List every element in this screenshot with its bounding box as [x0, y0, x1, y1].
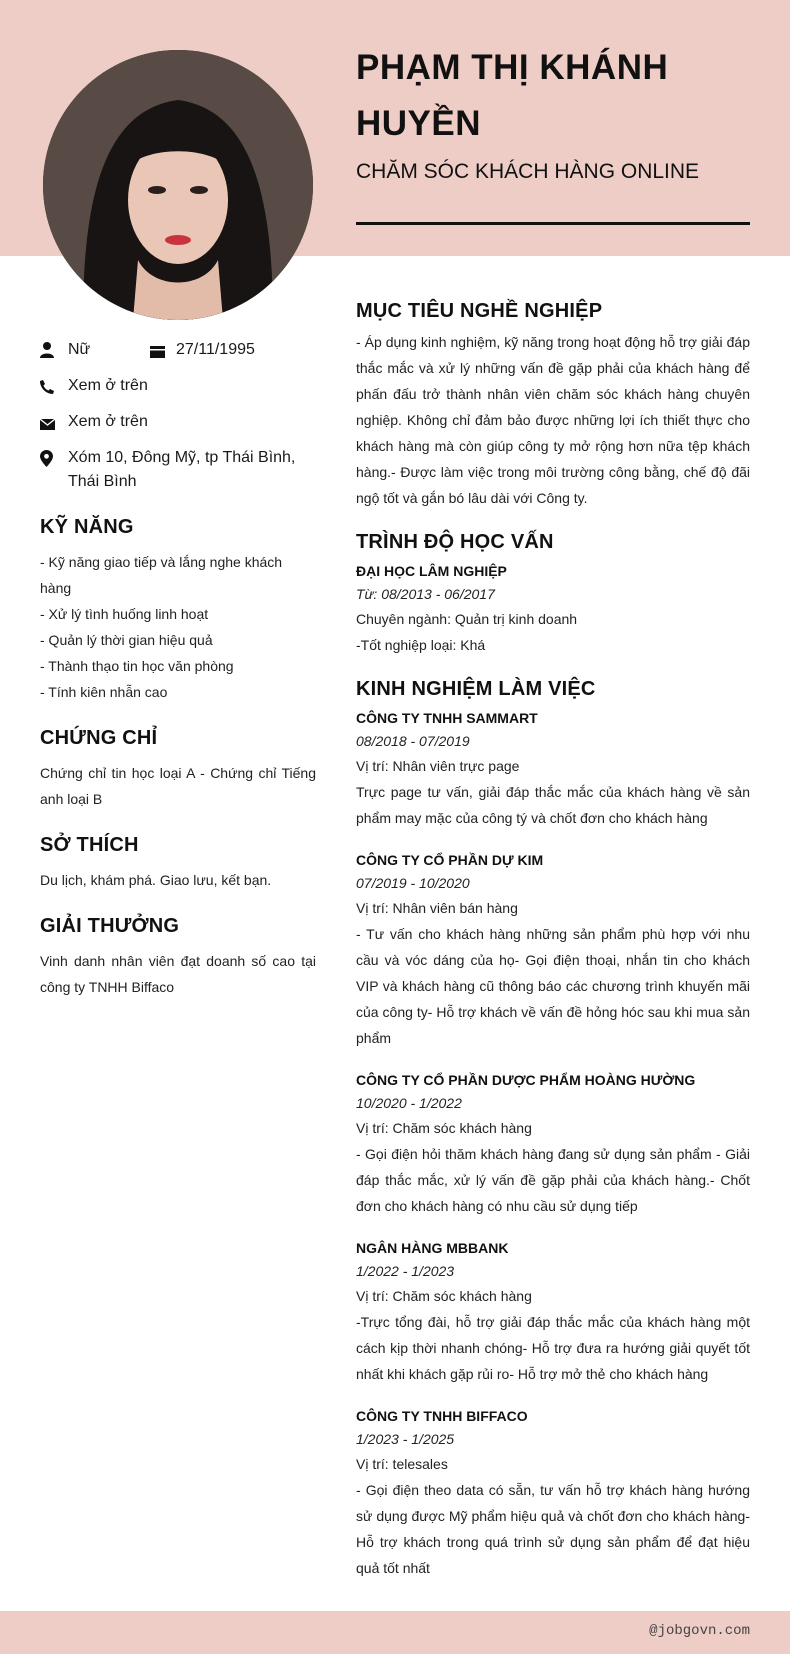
footer-brand: @jobgovn.com [649, 1623, 750, 1639]
skill-item: - Tính kiên nhẫn cao [40, 684, 168, 700]
gender-birthday-row [40, 338, 316, 366]
education-heading: TRÌNH ĐỘ HỌC VẤN [356, 531, 554, 553]
education-grade: -Tốt nghiệp loại: Khá [356, 637, 486, 653]
company-name: CÔNG TY CỔ PHẦN DỰ KIM [356, 852, 544, 868]
school-name: ĐẠI HỌC LÂM NGHIỆP [356, 563, 507, 579]
main-column [356, 300, 750, 1601]
job-description: - Tư vấn cho khách hàng những sản phẩm phù hợp với nhu cầu và vóc dáng của họ- Gọi điện thoại, nhắn tin cho khách VIP và khách hàng cũ thông báo các chương trình khuyến mãi của công ty- Hỗ trợ khách về vấn đề hỏng hóc sau khi mua sản phẩm [356, 926, 750, 1046]
company-name: NGÂN HÀNG MBBANK [356, 1240, 509, 1256]
awards-text: Vinh danh nhân viên đạt doanh số cao tại công ty TNHH Biffaco [40, 953, 316, 995]
hobbies-heading: SỞ THÍCH [40, 834, 139, 856]
job-description: - Gọi điện theo data có sẵn, tư vấn hỗ trợ khách hàng hướng sử dụng được Mỹ phẩm hiệu quả và chốt đơn cho khách hàng- Hỗ trợ khách trong quá trình sử dụng sản phẩm để đạt hiệu quả tốt nhất [356, 1482, 750, 1576]
birthday-value: 27/11/1995 [176, 341, 255, 358]
email-value: Xem ở trên [68, 413, 148, 430]
location-pin-icon [40, 446, 68, 475]
job-position: Vị trí: Nhân viên trực page [356, 758, 520, 774]
hobbies-text: Du lịch, khám phá. Giao lưu, kết bạn. [40, 872, 272, 888]
skill-item: - Thành thạo tin học văn phòng [40, 658, 234, 674]
experience-section [356, 678, 750, 1581]
objective-text: - Áp dụng kinh nghiệm, kỹ năng trong hoạt động hỗ trợ giải đáp thắc mắc và xử lý những vấn đề gặp phải của khách hàng để phấn đấu trở thành nhân viên chăm sóc khách hàng chuyên nghiệp. Không chỉ đảm bảo được những lợi ích thiết thực cho khách hàng mà còn giúp công ty mở rộng hơn nữa tệp khách hàng.- Được làm việc trong môi trường công bằng, chế độ đãi ngộ tốt và gắn bó lâu dài với Công ty. [356, 334, 750, 506]
phone-row [40, 374, 316, 402]
job-period: 07/2019 - 10/2020 [356, 875, 470, 891]
objective-section [356, 300, 750, 511]
skills-list [40, 549, 316, 705]
job-period: 10/2020 - 1/2022 [356, 1095, 462, 1111]
phone-icon [40, 374, 68, 402]
mail-icon [40, 410, 68, 438]
birthday-group [150, 338, 255, 366]
job-period: 1/2023 - 1/2025 [356, 1431, 455, 1447]
skill-item: - Xử lý tình huống linh hoạt [40, 606, 209, 622]
avatar [43, 50, 313, 320]
gender-value: Nữ [68, 341, 91, 358]
job-period: 08/2018 - 07/2019 [356, 733, 470, 749]
job-position: Vị trí: Chăm sóc khách hàng [356, 1288, 532, 1304]
footer-band [0, 1611, 790, 1654]
certificates-heading: CHỨNG CHỈ [40, 727, 158, 749]
certificates-text: Chứng chỉ tin học loại A - Chứng chỉ Tiếng anh loại B [40, 765, 316, 807]
experience-heading: KINH NGHIỆM LÀM VIỆC [356, 678, 596, 700]
job-description: -Trực tổng đài, hỗ trợ giải đáp thắc mắc của khách hàng một cách kịp thời nhanh chóng- Hỗ trợ đưa ra hướng giải quyết tốt nhất khi khách gặp rủi ro- Hỗ trợ mở thẻ cho khách hàng [356, 1314, 750, 1382]
company-name: CÔNG TY TNHH SAMMART [356, 710, 538, 726]
email-row [40, 410, 316, 438]
company-name: CÔNG TY TNHH BIFFACO [356, 1408, 528, 1424]
experience-entry [356, 1237, 750, 1387]
education-section [356, 531, 750, 658]
job-description: - Gọi điện hỏi thăm khách hàng đang sử dụng sản phẩm - Giải đáp thắc mắc, xử lý vấn đề gặp phải của khách hàng.- Chốt đơn cho khách hàng có nhu cầu sử dụng tiếp [356, 1146, 750, 1214]
awards-heading: GIẢI THƯỞNG [40, 915, 180, 937]
experience-entry [356, 1405, 750, 1581]
education-major: Chuyên ngành: Quản trị kinh doanh [356, 611, 578, 627]
experience-entry [356, 707, 750, 831]
job-description: Trực page tư vấn, giải đáp thắc mắc của khách hàng về sản phẩm may mặc của công tý và chốt đơn cho khách hàng [356, 784, 750, 826]
candidate-name: PHẠM THỊ KHÁNH HUYỀN [356, 48, 669, 143]
job-period: 1/2022 - 1/2023 [356, 1263, 455, 1279]
skill-item: - Kỹ năng giao tiếp và lắng nghe khách hàng [40, 554, 283, 596]
education-period: Từ: 08/2013 - 06/2017 [356, 586, 495, 602]
experience-entry [356, 1069, 750, 1219]
skills-heading: KỸ NĂNG [40, 516, 134, 538]
sidebar [40, 338, 316, 1000]
skill-item: - Quản lý thời gian hiệu quả [40, 632, 213, 648]
job-position: Vị trí: Nhân viên bán hàng [356, 900, 518, 916]
address-value: Xóm 10, Đông Mỹ, tp Thái Bình, Thái Bình [68, 449, 296, 490]
phone-value: Xem ở trên [68, 377, 148, 394]
person-icon [40, 338, 68, 366]
job-title: CHĂM SÓC KHÁCH HÀNG ONLINE [356, 160, 700, 183]
address-row [40, 446, 316, 494]
job-position: Vị trí: telesales [356, 1456, 448, 1472]
experience-entry [356, 849, 750, 1051]
company-name: CÔNG TY CỔ PHẦN DƯỢC PHẨM HOÀNG HƯỜNG [356, 1072, 696, 1088]
objective-heading: MỤC TIÊU NGHỀ NGHIỆP [356, 300, 603, 322]
job-position: Vị trí: Chăm sóc khách hàng [356, 1120, 532, 1136]
title-divider [356, 222, 750, 225]
calendar-icon [150, 338, 176, 366]
